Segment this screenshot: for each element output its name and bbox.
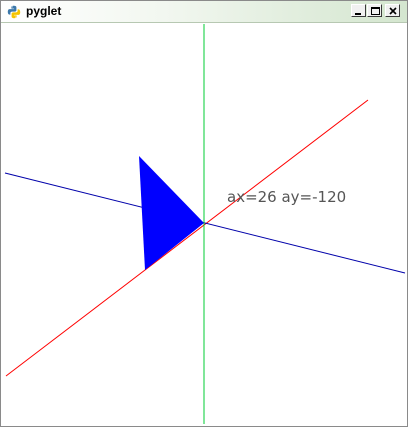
window-title: pyglet bbox=[26, 4, 62, 18]
maximize-icon bbox=[368, 5, 383, 18]
minimize-button[interactable] bbox=[351, 4, 366, 17]
minimize-icon bbox=[352, 5, 367, 18]
render-viewport[interactable] bbox=[1, 23, 407, 426]
x-axis-line bbox=[6, 100, 368, 376]
close-button[interactable] bbox=[385, 4, 400, 17]
close-icon bbox=[386, 5, 401, 18]
maximize-button[interactable] bbox=[367, 4, 382, 17]
title-bar[interactable] bbox=[1, 1, 407, 23]
blue-triangle bbox=[139, 156, 204, 270]
python-icon bbox=[7, 5, 21, 19]
angle-readout: ax=26 ay=-120 bbox=[227, 188, 347, 206]
scene-canvas bbox=[1, 23, 407, 426]
